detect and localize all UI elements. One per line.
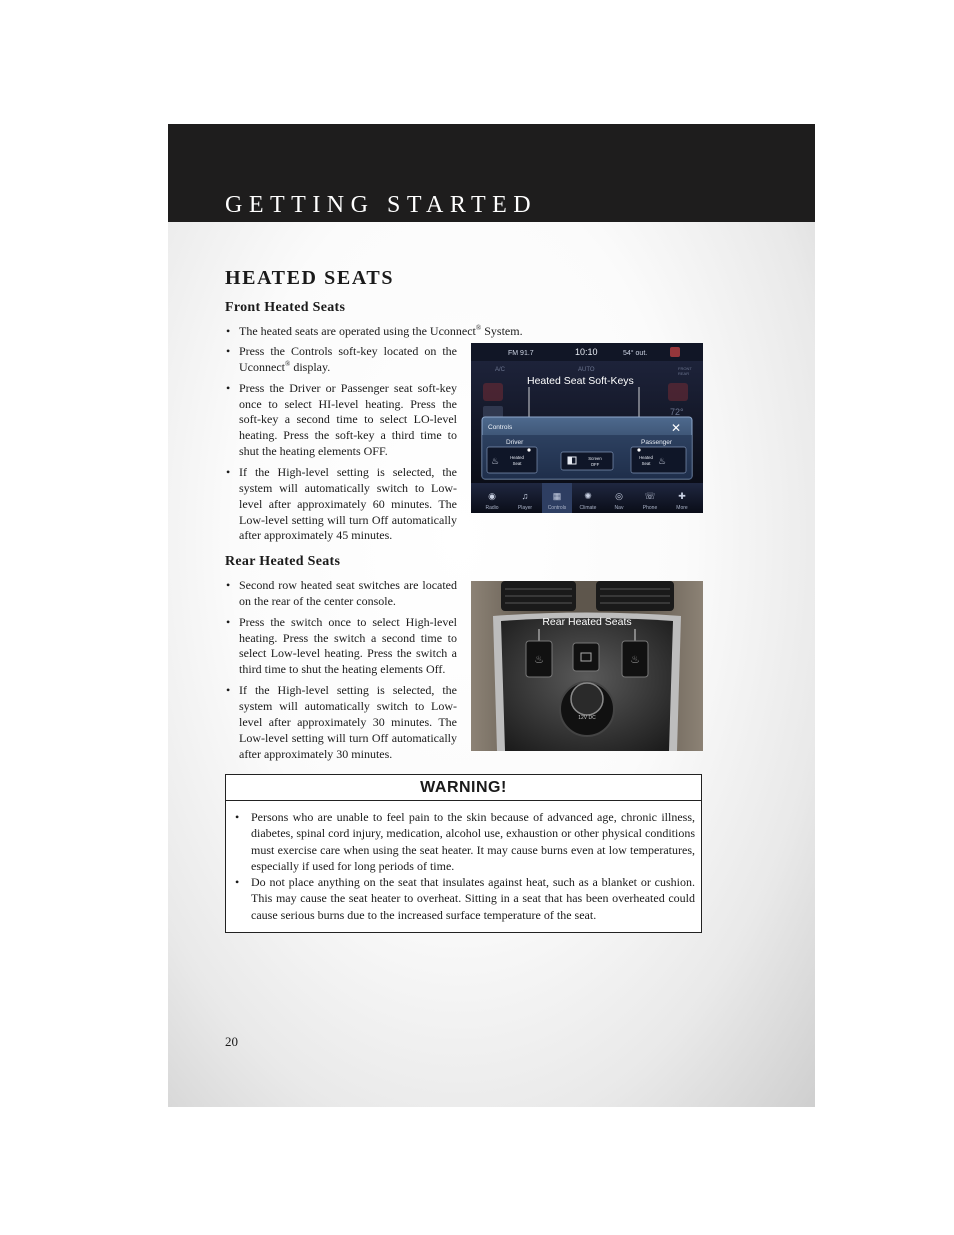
front-heated-seats-heading: Front Heated Seats — [225, 300, 346, 315]
svg-text:A/C: A/C — [495, 367, 506, 373]
svg-text:10:10: 10:10 — [575, 347, 598, 357]
svg-text:♨: ♨ — [491, 456, 500, 466]
uconnect-screen-photo — [471, 343, 703, 513]
svg-text:Passenger: Passenger — [641, 439, 673, 446]
rear-console-photo — [471, 581, 703, 751]
svg-text:54° out.: 54° out. — [623, 350, 648, 357]
rear-list — [225, 578, 457, 768]
svg-text:REAR: REAR — [678, 371, 690, 376]
warning-box — [225, 774, 702, 933]
front-bullet-2: • Press the Controls soft-key located on the Uconnect® display. — [225, 344, 457, 376]
svg-text:AUTO: AUTO — [578, 367, 595, 373]
warning-bullet-1: • Persons who are unable to feel pain to the skin because of advanced age, chronic illness, diabetes, spinal cord injury, medication, alcohol use, exhaustion or other physical conditions must exercise care when using the seat heater. It may cause burns even at low temperatures, especially if used for long periods of time. — [232, 809, 695, 874]
warning-list — [232, 809, 695, 923]
svg-text:✺: ✺ — [584, 491, 592, 501]
svg-text:☏: ☏ — [644, 491, 656, 501]
svg-text:Heated: Heated — [510, 455, 524, 460]
rear-heated-seats-heading: Rear Heated Seats — [225, 554, 341, 569]
page-number: 20 — [225, 1034, 238, 1049]
svg-text:Driver: Driver — [506, 439, 524, 446]
rear-bullet-2: • Press the switch once to select High-level heating. Press the switch a second time to select Low-level heating. Press the switch a third time to shut the heating elements Off. — [225, 615, 457, 678]
svg-text:Controls: Controls — [547, 505, 567, 511]
warning-bullet-2: • Do not place anything on the seat that insulates against heat, such as a blanket or cushion. This may cause the seat heater to overheat. Sitting in a seat that has been overheated could cause serious burns due to the increased surface temperature of the seat. — [232, 874, 695, 923]
svg-text:♨: ♨ — [534, 654, 544, 666]
header-banner — [168, 124, 815, 222]
rear-bullet-3: • If the High-level setting is selected, the system will automatically switch to Low-level after approximately 30 minutes. The Low-level setting will turn Off automatically after approximately 30 minutes. — [225, 683, 457, 762]
svg-text:◎: ◎ — [615, 491, 623, 501]
svg-text:♨: ♨ — [630, 654, 640, 666]
svg-text:Heated: Heated — [639, 455, 653, 460]
svg-text:♫: ♫ — [521, 491, 529, 501]
front-list-top — [225, 324, 617, 345]
svg-text:◉: ◉ — [488, 491, 496, 501]
svg-text:12V DC: 12V DC — [578, 715, 596, 721]
svg-text:Seat: Seat — [512, 461, 522, 466]
svg-text:OFF: OFF — [590, 462, 600, 467]
screen-callout: Heated Seat Soft-Keys — [527, 375, 634, 387]
svg-text:▦: ▦ — [552, 491, 562, 501]
svg-text:Seat: Seat — [641, 461, 651, 466]
front-bullet-3: • Press the Driver or Passenger seat soft-key once to select HI-level heating. Press the soft-key a second time to select LO-level heating. Press the soft-key a third time to shut the heating elements OFF. — [225, 381, 457, 460]
svg-text:More: More — [676, 505, 688, 511]
svg-text:Climate: Climate — [579, 505, 597, 511]
svg-text:Radio: Radio — [485, 505, 499, 511]
svg-text:Nav: Nav — [614, 505, 624, 511]
svg-text:FM 91.7: FM 91.7 — [508, 350, 534, 357]
svg-text:Phone: Phone — [642, 505, 658, 511]
banner-title: GETTING STARTED — [225, 192, 538, 218]
console-callout: Rear Heated Seats — [542, 616, 632, 628]
svg-text:✕: ✕ — [671, 421, 682, 435]
manual-page — [168, 124, 815, 1107]
section-title: HEATED SEATS — [225, 267, 395, 289]
svg-text:Controls: Controls — [488, 424, 513, 431]
svg-text:✚: ✚ — [678, 491, 686, 501]
svg-text:♨: ♨ — [658, 456, 667, 466]
svg-text:Screen: Screen — [588, 456, 602, 461]
svg-text:Player: Player — [517, 505, 533, 511]
rear-bullet-1: • Second row heated seat switches are located on the rear of the center console. — [225, 578, 457, 610]
front-bullet-4: • If the High-level setting is selected, the system will automatically switch to Low-level after approximately 60 minutes. The Low-level setting will turn Off automatically after approximately 45 minutes. — [225, 465, 457, 544]
svg-text:FRONT: FRONT — [678, 366, 692, 371]
front-bullet-1: • The heated seats are operated using the Uconnect® System. — [225, 324, 617, 340]
svg-text:72°: 72° — [670, 407, 684, 417]
front-list — [225, 344, 457, 549]
warning-title: WARNING! — [226, 775, 701, 801]
